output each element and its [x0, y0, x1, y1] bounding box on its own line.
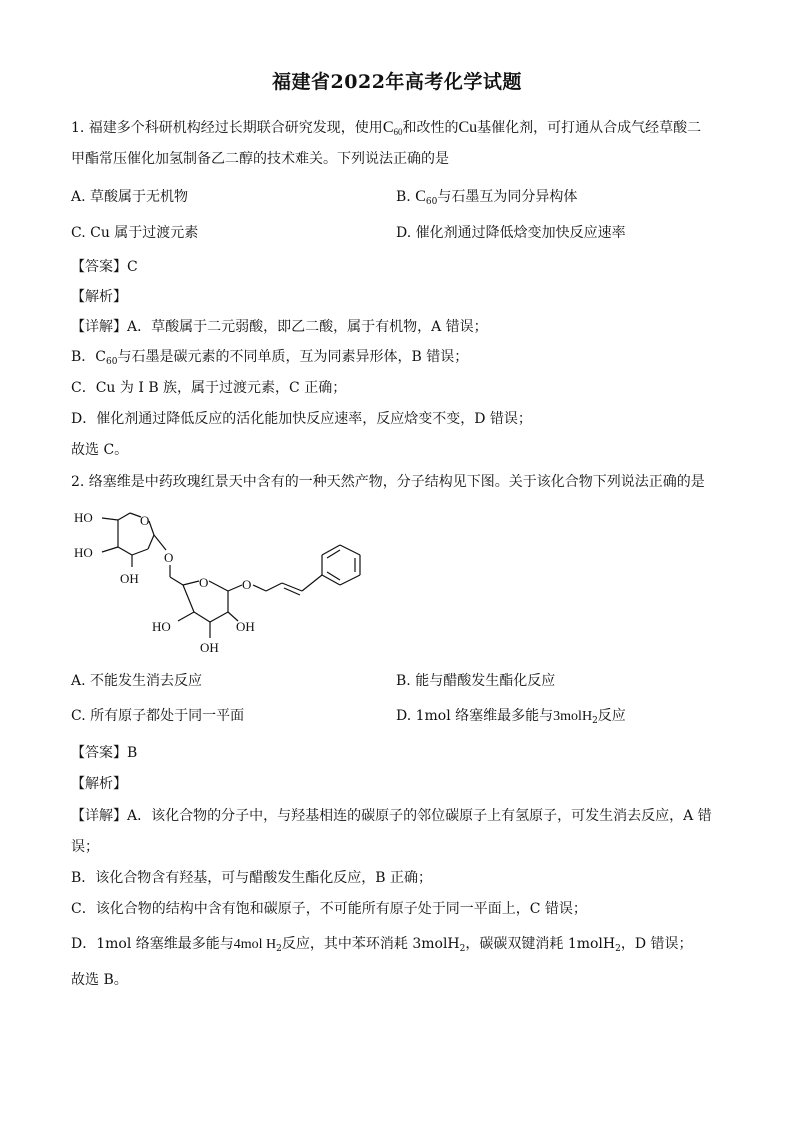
- q2-option-b: B. 能与醋酸发生酯化反应: [396, 673, 556, 689]
- q2-option-d: [396, 706, 626, 731]
- q2-detail-d-part2: 反应，其中苯环消耗 3molH: [281, 936, 460, 952]
- mol-label-ho-top: HO: [74, 510, 93, 525]
- c60-c: C: [382, 119, 394, 136]
- q2-detail-d-sub3: 2: [615, 944, 621, 954]
- q1-stem-text-a: 1. 福建多个科研机构经过长期联合研究发现，使用: [71, 120, 383, 136]
- q2-detail-b: B．该化合物含有羟基，可与醋酸发生酯化反应，B 正确；: [71, 870, 433, 886]
- q1-option-b-prefix: B.: [396, 189, 416, 205]
- mol-label-oh-bottom: OH: [200, 640, 219, 655]
- q2-detail-a-line1: 【详解】A．该化合物的分子中，与羟基相连的碳原子的邻位碳原子上有氢原子，可发生消去反应，A 错: [71, 808, 712, 824]
- q2-option-d-prefix: D. 1mol 络塞维最多能与: [396, 708, 554, 724]
- q1-detail-a: 【详解】A．草酸属于二元弱酸，即乙二酸，属于有机物，A 错误；: [71, 319, 488, 335]
- q1-option-c: C. Cu 属于过渡元素: [71, 225, 199, 241]
- q1-stem-line1: [71, 118, 701, 142]
- q1-option-b-c: C: [415, 188, 426, 205]
- q2-option-d-quantity: 3molH: [553, 709, 593, 724]
- q1-option-b-sub: 60: [425, 197, 438, 207]
- q2-detail-d-sub2: 2: [459, 944, 466, 954]
- q2-detail-d-quantity: 4mol H: [233, 937, 277, 952]
- q1-option-d: D. 催化剂通过降低焓变加快反应速率: [396, 225, 626, 241]
- q2-option-d-text: 反应: [597, 708, 626, 724]
- q2-option-a: A. 不能发生消去反应: [71, 673, 203, 689]
- q1-option-b-text: 与石墨互为同分异构体: [437, 189, 578, 205]
- q2-conclusion: 故选 B。: [71, 972, 128, 988]
- q2-stem: 2. 络塞维是中药玫瑰红景天中含有的一种天然产物，分子结构见下图。关于该化合物下列说法正确的是: [71, 474, 705, 490]
- q1-detail-b-prefix: B．C: [71, 349, 106, 365]
- mol-label-ring1-o: O: [140, 513, 150, 528]
- q1-conclusion: 故选 C。: [71, 442, 129, 458]
- q2-detail-a-line2: 误；: [71, 839, 99, 855]
- q1-analysis-label: 【解析】: [71, 289, 127, 305]
- q1-stem-text-c: 基催化剂，可打通从合成气经草酸二: [477, 120, 702, 136]
- q2-option-d-sub: 2: [592, 716, 598, 726]
- q2-option-c: C. 所有原子都处于同一平面: [71, 708, 245, 724]
- q1-answer: 【答案】C: [71, 259, 138, 275]
- mol-label-ring2-o: O: [199, 575, 209, 590]
- mol-label-ho-bottom: HO: [152, 619, 171, 634]
- q2-detail-d-part1: D．1mol 络塞维最多能与: [71, 936, 234, 952]
- q2-answer: 【答案】B: [71, 745, 138, 761]
- page-title: 福建省2022年高考化学试题: [272, 71, 522, 93]
- q1-stem-text-b: 和改性的: [402, 120, 459, 136]
- q2-detail-d-sub1: 2: [276, 944, 282, 954]
- q1-detail-b-sub: 60: [106, 357, 118, 367]
- q2-detail-d: [71, 934, 693, 959]
- q1-detail-d: D．催化剂通过降低反应的活化能加快反应速率，反应焓变不变，D 错误；: [71, 411, 532, 427]
- q1-detail-c: C．Cu 为 I B 族，属于过渡元素，C 正确；: [71, 380, 347, 396]
- c60-formula: [383, 119, 403, 136]
- q1-detail-b: [71, 347, 468, 372]
- q1-stem-line2: 甲酯常压催化加氢制备乙二醇的技术难关。下列说法正确的是: [71, 151, 449, 167]
- mol-label-oh-ring1: OH: [120, 571, 139, 586]
- molecule-structure-diagram: [70, 505, 370, 655]
- q1-option-a: A. 草酸属于无机物: [71, 189, 189, 205]
- q2-detail-d-part3: ，碳碳双键消耗 1molH: [465, 936, 616, 952]
- q2-detail-d-part4: ，D 错误；: [620, 936, 693, 952]
- mol-label-link-o: O: [164, 550, 174, 565]
- mol-label-oh-right: OH: [236, 619, 255, 634]
- q2-analysis-label: 【解析】: [71, 776, 127, 792]
- mol-label-ether-o: O: [242, 577, 252, 592]
- mol-label-ho-mid: HO: [74, 545, 93, 560]
- q2-detail-c: C．该化合物的结构中含有饱和碳原子，不可能所有原子处于同一平面上，C 错误；: [71, 901, 587, 917]
- c60-sub: 60: [393, 127, 403, 137]
- cu-formula: Cu: [458, 119, 478, 136]
- q1-option-b: [396, 187, 577, 212]
- q1-detail-b-text: 与石墨是碳元素的不同单质，互为同素异形体，B 错误；: [117, 349, 469, 365]
